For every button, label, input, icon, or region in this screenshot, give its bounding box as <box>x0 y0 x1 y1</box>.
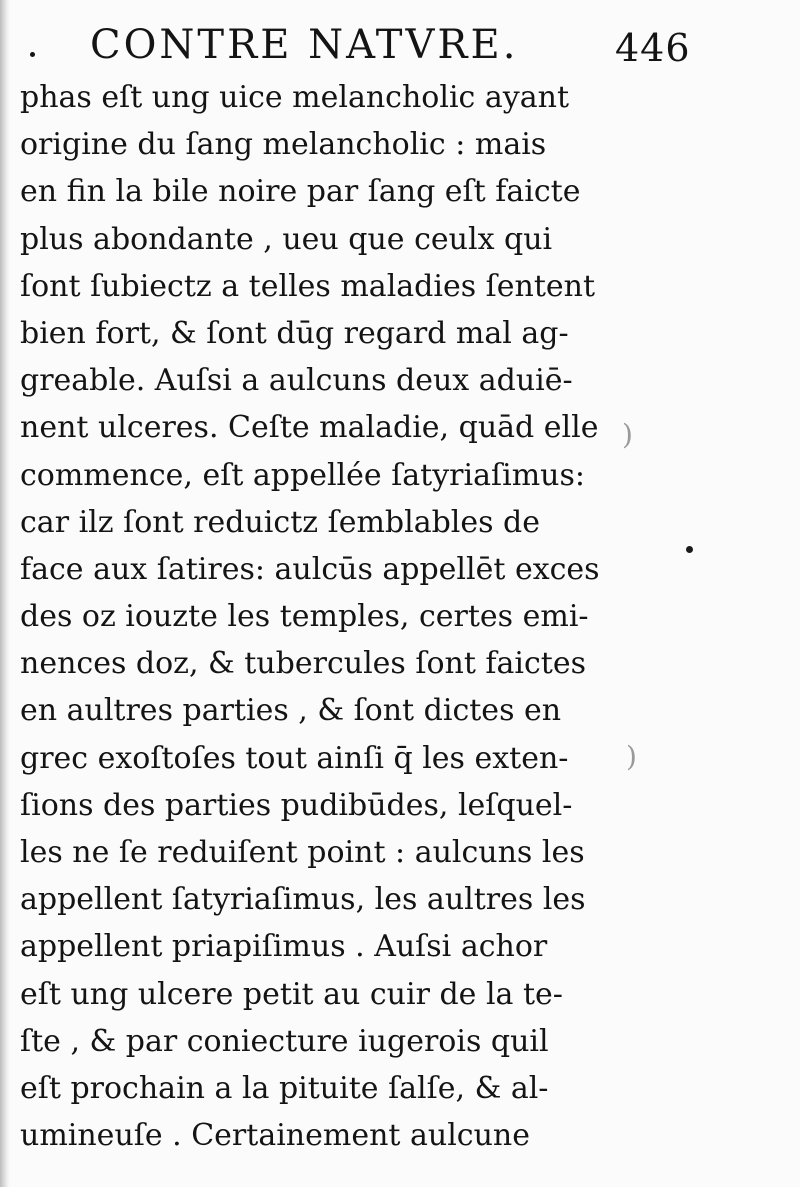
text-line: commence, eſt appellée ſatyriaſimus: <box>20 457 585 493</box>
page-header <box>30 14 720 70</box>
text-line: greable. Auſsi a aulcuns deux aduiē- <box>20 363 573 399</box>
header-dot <box>30 52 35 57</box>
page-number: 446 <box>615 26 691 70</box>
text-line: les ne ſe reduiſent point : aulcuns les <box>20 835 585 870</box>
text-line: des oz iouzte les temples, certes emi- <box>20 599 589 635</box>
text-line: car ilz ſont reduictz ſemblables de <box>20 504 541 540</box>
margin-bleed-mark: ) <box>626 740 637 773</box>
text-line: plus abondante , ueu que ceulx qui <box>20 221 553 257</box>
page-gutter-shadow <box>0 0 10 1187</box>
text-line: origine du ſang melancholic : mais <box>20 127 547 163</box>
text-line: appellent ſatyriaſimus, les aultres les <box>20 882 586 918</box>
text-line: ſte , & par coniecture iugerois quil <box>20 1023 549 1059</box>
text-line: face aux ſatires: aulcūs appellēt exces <box>20 551 600 587</box>
text-line: eſt prochain a la pituite ſalſe, & al- <box>20 1070 549 1106</box>
text-line: nent ulceres. Ceſte maladie, quād elle <box>20 410 599 446</box>
running-head: CONTRE NATVRE. <box>90 22 519 68</box>
text-line: eſt ung ulcere petit au cuir de la te- <box>20 976 563 1012</box>
text-line: nences doz, & tubercules ſont faictes <box>20 646 587 682</box>
text-line: grec exoſtoſes tout ainſi q̄ les exten- <box>20 740 569 776</box>
text-line: bien fort, & ſont dūg regard mal ag- <box>20 315 569 351</box>
text-line: phas eſt ung uice melancholic ayant <box>20 80 569 115</box>
margin-bleed-mark: ) <box>622 418 633 451</box>
text-line: en fin la bile noire par ſang eſt faicte <box>20 174 581 210</box>
ink-speck <box>686 546 693 553</box>
body-text <box>20 74 620 1159</box>
text-line: ſont ſubiectz a telles maladies ſentent <box>20 268 596 304</box>
text-line: appellent priapiſimus . Auſsi achor <box>20 929 548 965</box>
text-line: umineuſe . Certainement aulcune <box>20 1118 530 1154</box>
text-line: ſions des parties pudibūdes, leſquel- <box>20 787 573 823</box>
text-line: en aultres parties , & ſont dictes en <box>20 693 562 729</box>
